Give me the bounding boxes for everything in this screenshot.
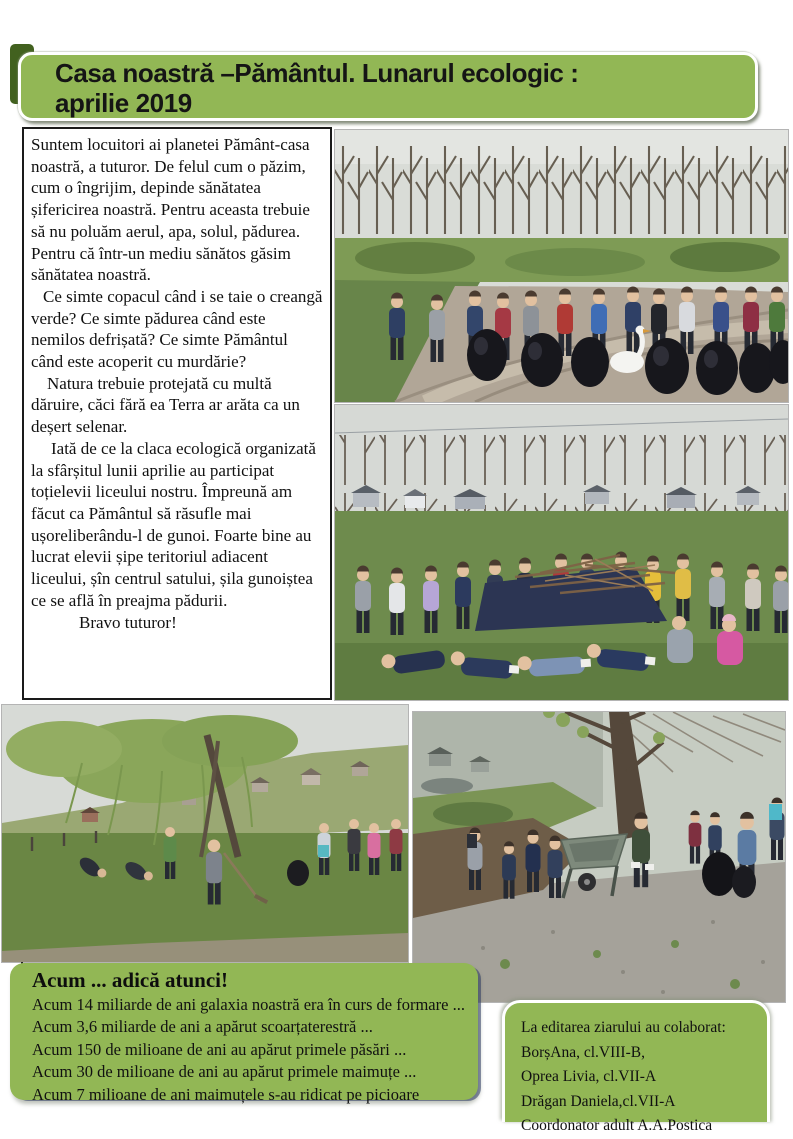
photo-barrow-illustration (413, 712, 785, 1002)
credits-line: La editarea ziarului au colaborat: (521, 1019, 726, 1036)
page-title (18, 52, 758, 121)
timeline-item: Acum 30 de milioane de ani au apărut primele maimuțe ... (32, 1062, 417, 1082)
credits-box (502, 1000, 770, 1134)
page-title-line1: Casa noastră –Pământul. Lunarul ecologic : (55, 58, 579, 88)
timeline-item: Acum 14 miliarde de ani galaxia noastră era în curs de formare ... (32, 995, 465, 1014)
timeline-item: Acum 3,6 miliarde de ani a apărut scoarțaterestră ... (32, 1017, 373, 1037)
article-text-box (22, 127, 332, 700)
article-paragraph: Ce simte copacul când i se taie o creangă verde? Ce simte pădurea când este nemilos defrișată? Ce simte Pământul când este acoperit cu murdărie? (31, 286, 323, 372)
credits-line: Drăgan Daniela,cl.VII-A (521, 1092, 676, 1110)
article-paragraph: Natura trebuie protejată cu multă dăruire, căci fără ea Terra ar arăta ca un deșert selenar. (31, 373, 300, 437)
timeline-box (10, 963, 478, 1104)
credits-line: BorșAna, cl.VIII-B, (521, 1043, 645, 1061)
page-title-line2: aprilie 2019 (55, 88, 192, 118)
photo-students-trash-bags-road (335, 130, 788, 402)
article-closing-line: Bravo tuturor! (79, 613, 177, 633)
article-paragraph: Iată de ce la claca ecologică organizată la sfârșitul lunii aprilie au participat toțielevii liceului nostru. Împreună am făcut ca Pământul să răsufle mai ușoreliberându-l de gunoi. Foarte bine au lucrat elevii șipe teritoriul adiacent liceului, șîn centrul satului, șila gunoiștea ce se află în preajma pădurii. (31, 438, 316, 610)
credits-line: Coordonator adult A.A.Postica (521, 1117, 713, 1134)
article-paragraph: Suntem locuitori ai planetei Pământ-casa noastră, a tuturor. De felul cum o păzim, cum o îngrijim, depinde sănătatea șifericirea noastră. Pentru aceasta trebuie să nu poluăm aerul, apa, solul, pădurea. Pentru că într-un mediu sănătos găsim sănătatea noastră. (31, 135, 310, 285)
timeline-item: Acum 7 milioane de ani maimuțele s-au ridicat pe picioare (32, 1084, 420, 1104)
credits-line: Oprea Livia, cl.VII-A (521, 1068, 657, 1085)
photo-group-illustration (335, 405, 788, 700)
photo-wheelbarrow-path (413, 712, 785, 1002)
timeline-item: Acum 150 de milioane de ani au apărut primele păsări ... (32, 1039, 407, 1059)
photo-road-illustration (335, 130, 788, 402)
timeline-title: Acum ... adică atunci! (32, 968, 228, 992)
photo-field-illustration (2, 705, 408, 962)
photo-group-with-tarp (335, 405, 788, 700)
photo-raking-field (2, 705, 408, 962)
